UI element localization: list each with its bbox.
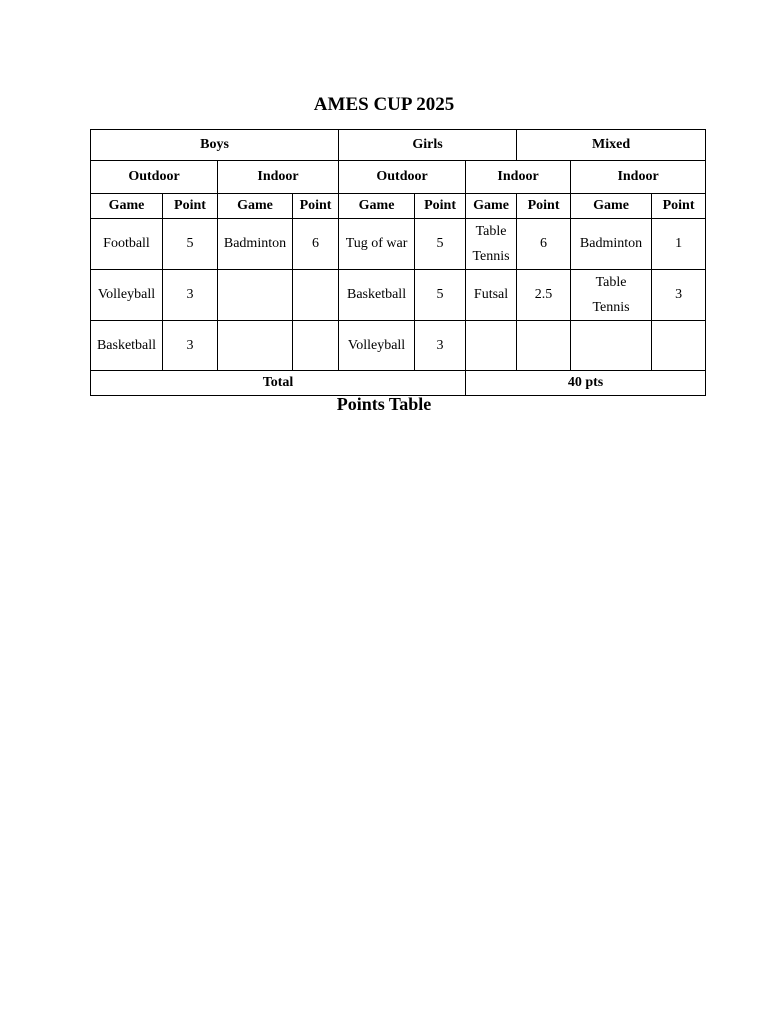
girls-outdoor-header: Outdoor (339, 161, 466, 194)
mixed-indoor-point-cell (652, 321, 706, 371)
col-game-header: Game (218, 194, 293, 219)
boys-outdoor-game-cell: Football (91, 219, 163, 270)
girls-outdoor-point-cell: 5 (415, 219, 466, 270)
girls-indoor-point-cell: 6 (517, 219, 571, 270)
group-boys-header: Boys (91, 130, 339, 161)
girls-indoor-point-cell: 2.5 (517, 270, 571, 321)
boys-outdoor-point-cell: 3 (163, 321, 218, 371)
girls-outdoor-game-cell: Tug of war (339, 219, 415, 270)
girls-outdoor-point-cell: 5 (415, 270, 466, 321)
subgroup-header-row (91, 161, 706, 194)
points-table (90, 129, 706, 396)
mixed-indoor-game-cell: Badminton (571, 219, 652, 270)
table-caption: Points Table (336, 394, 432, 414)
col-game-header: Game (571, 194, 652, 219)
girls-outdoor-point-cell: 3 (415, 321, 466, 371)
group-girls-header: Girls (339, 130, 517, 161)
mixed-indoor-game-cell (571, 321, 652, 371)
boys-indoor-header: Indoor (218, 161, 339, 194)
boys-indoor-point-cell (293, 270, 339, 321)
table-row (91, 321, 706, 371)
mixed-indoor-point-cell: 3 (652, 270, 706, 321)
boys-indoor-point-cell: 6 (293, 219, 339, 270)
girls-indoor-game-cell: Table Tennis (466, 219, 517, 270)
col-game-header: Game (466, 194, 517, 219)
girls-indoor-game-cell (466, 321, 517, 371)
mixed-indoor-point-cell: 1 (652, 219, 706, 270)
col-point-header: Point (415, 194, 466, 219)
table-row (91, 219, 706, 270)
boys-outdoor-header: Outdoor (91, 161, 218, 194)
column-header-row (91, 194, 706, 219)
boys-outdoor-game-cell: Basketball (91, 321, 163, 371)
girls-outdoor-game-cell: Volleyball (339, 321, 415, 371)
mixed-indoor-game-cell: Table Tennis (571, 270, 652, 321)
girls-indoor-header: Indoor (466, 161, 571, 194)
total-label: Total (91, 371, 466, 396)
boys-indoor-game-cell: Badminton (218, 219, 293, 270)
document-title: AMES CUP 2025 (313, 94, 455, 115)
group-mixed-header: Mixed (517, 130, 706, 161)
group-header-row (91, 130, 706, 161)
mixed-indoor-header: Indoor (571, 161, 706, 194)
table-row (91, 270, 706, 321)
boys-outdoor-point-cell: 5 (163, 219, 218, 270)
girls-indoor-point-cell (517, 321, 571, 371)
boys-outdoor-point-cell: 3 (163, 270, 218, 321)
girls-outdoor-game-cell: Basketball (339, 270, 415, 321)
boys-indoor-point-cell (293, 321, 339, 371)
col-point-header: Point (163, 194, 218, 219)
boys-indoor-game-cell (218, 321, 293, 371)
col-point-header: Point (293, 194, 339, 219)
col-point-header: Point (517, 194, 571, 219)
total-value: 40 pts (466, 371, 706, 396)
girls-indoor-game-cell: Futsal (466, 270, 517, 321)
col-game-header: Game (91, 194, 163, 219)
col-game-header: Game (339, 194, 415, 219)
boys-outdoor-game-cell: Volleyball (91, 270, 163, 321)
boys-indoor-game-cell (218, 270, 293, 321)
col-point-header: Point (652, 194, 706, 219)
